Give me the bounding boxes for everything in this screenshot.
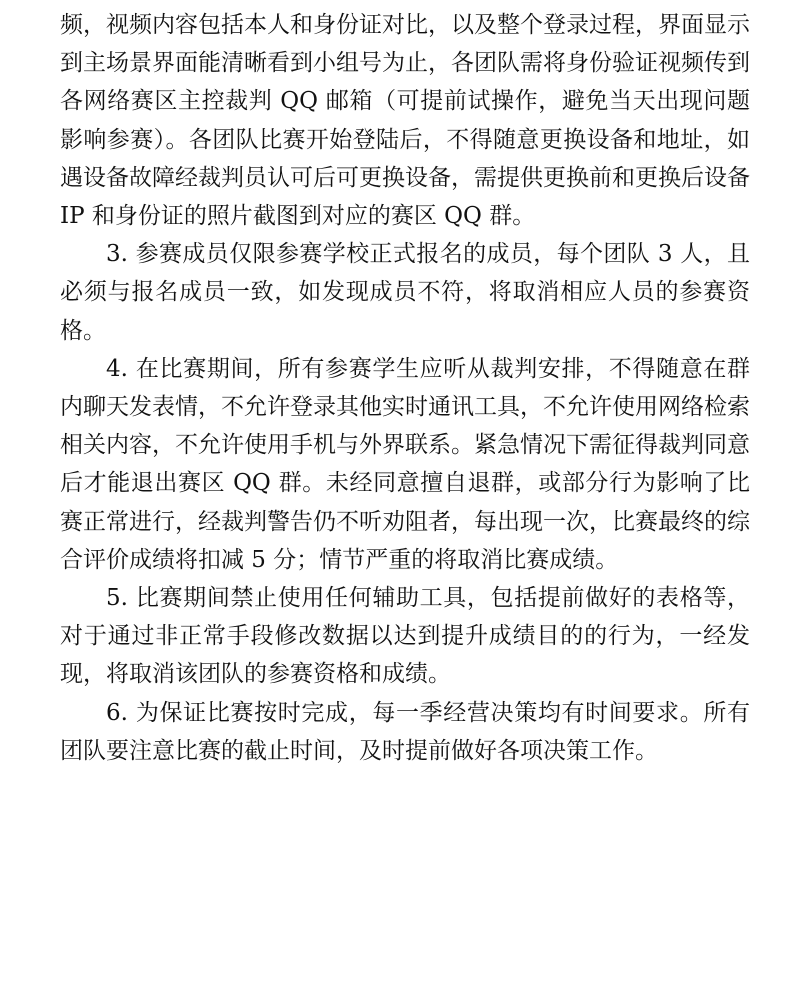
paragraph-rule-3: 3. 参赛成员仅限参赛学校正式报名的成员，每个团队 3 人，且必须与报名成员一致，如发现成员不符，将取消相应人员的参赛资格。: [60, 241, 750, 344]
paragraph-rule-4: 4. 在比赛期间，所有参赛学生应听从裁判安排，不得随意在群内聊天发表情，不允许登录其他实时通讯工具，不允许使用网络检索相关内容，不允许使用手机与外界联系。紧急情况下需征得裁判同意后才能退出赛区 QQ 群。未经同意擅自退群，或部分行为影响了比赛正常进行，经裁判警告仍不听劝阻者，每出现一次，比赛最终的综合评价成绩将扣减 5 分；情节严重的将取消比赛成绩。: [60, 355, 750, 573]
paragraph-continued: 频，视频内容包括本人和身份证对比，以及整个登录过程，界面显示到主场景界面能清晰看到小组号为止，各团队需将身份验证视频传到各网络赛区主控裁判 QQ 邮箱（可提前试操作，避免当天出现问题影响参赛）。各团队比赛开始登陆后，不得随意更换设备和地址，如遇设备故障经裁判员认可后可更换设备，需提供更换前和更换后设备 IP 和身份证的照片截图到对应的赛区 QQ 群。: [60, 12, 750, 230]
paragraph-rule-6: 6. 为保证比赛按时完成，每一季经营决策均有时间要求。所有团队要注意比赛的截止时间，及时提前做好各项决策工作。: [60, 699, 750, 764]
document-body: [60, 6, 750, 770]
paragraph-rule-5: 5. 比赛期间禁止使用任何辅助工具，包括提前做好的表格等，对于通过非正常手段修改数据以达到提升成绩目的的行为，一经发现，将取消该团队的参赛资格和成绩。: [60, 585, 750, 688]
